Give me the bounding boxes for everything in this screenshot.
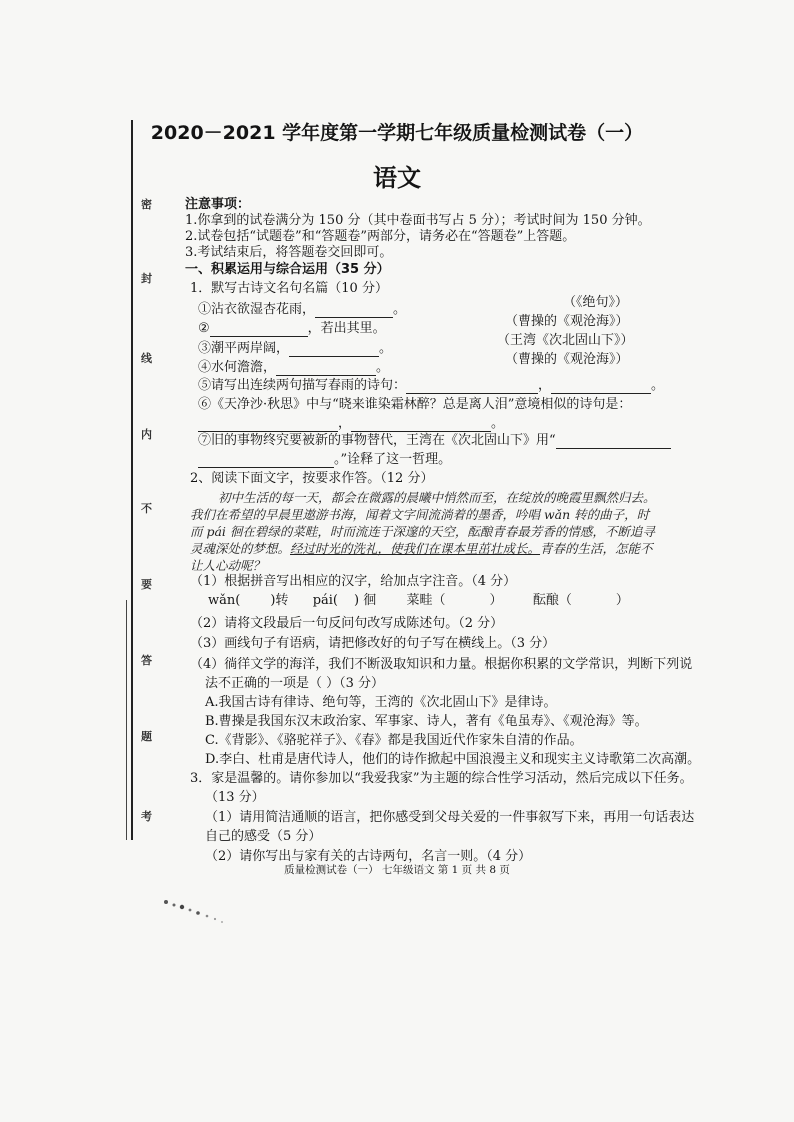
binding-margin-char: 题 [141, 730, 152, 743]
q1-source-4: （曹操的《观沧海》） [505, 352, 629, 367]
q1-line-4: ④水何澹澹， 。 [198, 360, 390, 375]
answer-blank[interactable] [556, 435, 671, 449]
q2-sub-1-items: wǎn( )转 pái( ) 徊 菜畦（ ） 酝酿（ ） [208, 593, 629, 608]
q1-line-3: ③潮平两岸阔， 。 [198, 341, 393, 356]
q1-line-6: ⑥《天净沙·秋思》中与“晓来谁染霜林醉？总是离人泪”意境相似的诗句是： [198, 397, 632, 412]
q1-line-1: ①沾衣欲湿杏花雨， 。 [198, 302, 407, 317]
binding-margin-char: 密 [141, 198, 152, 211]
q2-sub-2: （2）请将文段最后一句反问句改写成陈述句。（2 分） [190, 616, 504, 631]
note-item: 3.考试结束后，将答题卷交回即可。 [185, 245, 393, 260]
q1-source-1: （《绝句》） [563, 295, 629, 310]
option-a: A.我国古诗有律诗、绝句等，王湾的《次北固山下》是律诗。 [205, 695, 557, 710]
section-heading: 一、积累运用与综合运用（35 分） [185, 262, 390, 277]
answer-blank[interactable] [276, 362, 376, 376]
passage-line: 而 pái 徊在碧绿的菜畦，时而流连于深邃的天空，酝酿青春最芳香的情感，不断追寻 [190, 524, 655, 539]
q1-line-7b: 。”诠释了这一哲理。 [198, 452, 451, 468]
binding-line-lower [126, 600, 127, 840]
q1-line-6-blanks: ， 。 [198, 416, 504, 432]
q1-source-2: （曹操的《观沧海》） [505, 314, 629, 329]
subject-title: 语文 [373, 164, 421, 192]
q2-sub-4: （4）徜徉文学的海洋，我们不断汲取知识和力量。根据你积累的文学常识，判断下列说 [190, 657, 693, 672]
scan-artifact [160, 896, 230, 926]
reading-passage [190, 489, 660, 574]
passage-line: 让人心动呢？ [190, 558, 266, 573]
answer-blank[interactable] [351, 418, 491, 432]
q1-line-5: ⑤请写出连续两句描写春雨的诗句： ， 。 [198, 378, 665, 393]
binding-margin-char: 线 [141, 352, 152, 365]
binding-margin-char: 不 [141, 502, 152, 515]
note-item: 2.试卷包括“试题卷”和“答题卷”两部分，请务必在“答题卷”上答题。 [185, 229, 576, 244]
binding-margin-char: 内 [141, 428, 152, 441]
question-3-stem: 3．家是温馨的。请你参加以“我爱我家”为主题的综合性学习活动，然后完成以下任务。 [190, 771, 693, 786]
exam-title: 2020－2021 学年度第一学期七年级质量检测试卷（一） [150, 122, 644, 144]
passage-line: 灵魂深处的梦想。经过时光的洗礼，使我们在课本里茁壮成长。青春的生活，怎能不 [190, 541, 653, 556]
answer-blank[interactable] [551, 380, 651, 394]
answer-blank[interactable] [198, 454, 334, 468]
q3-sub-2: （2）请你写出与家有关的古诗两句，名言一则。（4 分） [205, 849, 532, 864]
binding-line [131, 120, 133, 840]
answer-blank[interactable] [315, 304, 393, 318]
option-b: B.曹操是我国东汉末政治家、军事家、诗人，著有《龟虽寿》、《观沧海》等。 [205, 714, 648, 729]
option-c: C.《背影》、《骆驼祥子》、《春》都是我国近代作家朱自清的作品。 [205, 733, 583, 748]
q2-sub-4-cont: 法不正确的一项是（ ）（3 分） [205, 676, 385, 691]
question-2-stem: 2、阅读下面文字，按要求作答。（12 分） [190, 471, 434, 486]
notes-heading: 注意事项： [185, 197, 251, 212]
q3-sub-1-cont: 自己的感受（5 分） [205, 829, 322, 844]
q2-sub-1: （1）根据拼音写出相应的汉字，给加点字注音。（4 分） [190, 574, 517, 589]
q1-source-3: （王湾《次北固山下》） [497, 333, 634, 348]
page-footer: 质量检测试卷（一） 七年级语文 第 1 页 共 8 页 [284, 864, 510, 876]
q1-line-7: ⑦旧的事物终究要被新的事物替代，王湾在《次北固山下》用“ [198, 433, 671, 449]
answer-blank[interactable] [210, 323, 308, 337]
binding-margin-char: 答 [141, 654, 152, 667]
answer-blank[interactable] [289, 343, 379, 357]
q2-sub-3: （3）画线句子有语病，请把修改好的句子写在横线上。（3 分） [190, 636, 556, 651]
q1-line-2: ② ，若出其里。 [198, 321, 386, 336]
passage-line: 初中生活的每一天，都会在微露的晨曦中悄然而至，在绽放的晚霞里飘然归去。 [218, 490, 656, 505]
underlined-sentence: 经过时光的洗礼，使我们在课本里茁壮成长。 [290, 541, 541, 556]
answer-blank[interactable] [198, 418, 338, 432]
binding-margin-char: 考 [141, 810, 152, 823]
q3-sub-1: （1）请用简洁通顺的语言，把你感受到父母关爱的一件事叙写下来，再用一句话表达 [205, 810, 695, 825]
binding-margin-char: 封 [141, 272, 152, 285]
binding-margin-char: 要 [141, 578, 152, 591]
question-1-stem: 1．默写古诗文名句名篇（10 分） [190, 281, 388, 296]
option-d: D.李白、杜甫是唐代诗人，他们的诗作掀起中国浪漫主义和现实主义诗歌第二次高潮。 [205, 752, 701, 767]
note-item: 1.你拿到的试卷满分为 150 分（其中卷面书写占 5 分）；考试时间为 150 分钟。 [185, 213, 651, 228]
answer-blank[interactable] [406, 380, 538, 394]
question-3-score: （13 分） [205, 790, 265, 805]
passage-line: 我们在希望的早晨里遨游书海，闻着文字间流淌着的墨香，吟唱 wǎn 转的曲子，时 [190, 507, 650, 522]
